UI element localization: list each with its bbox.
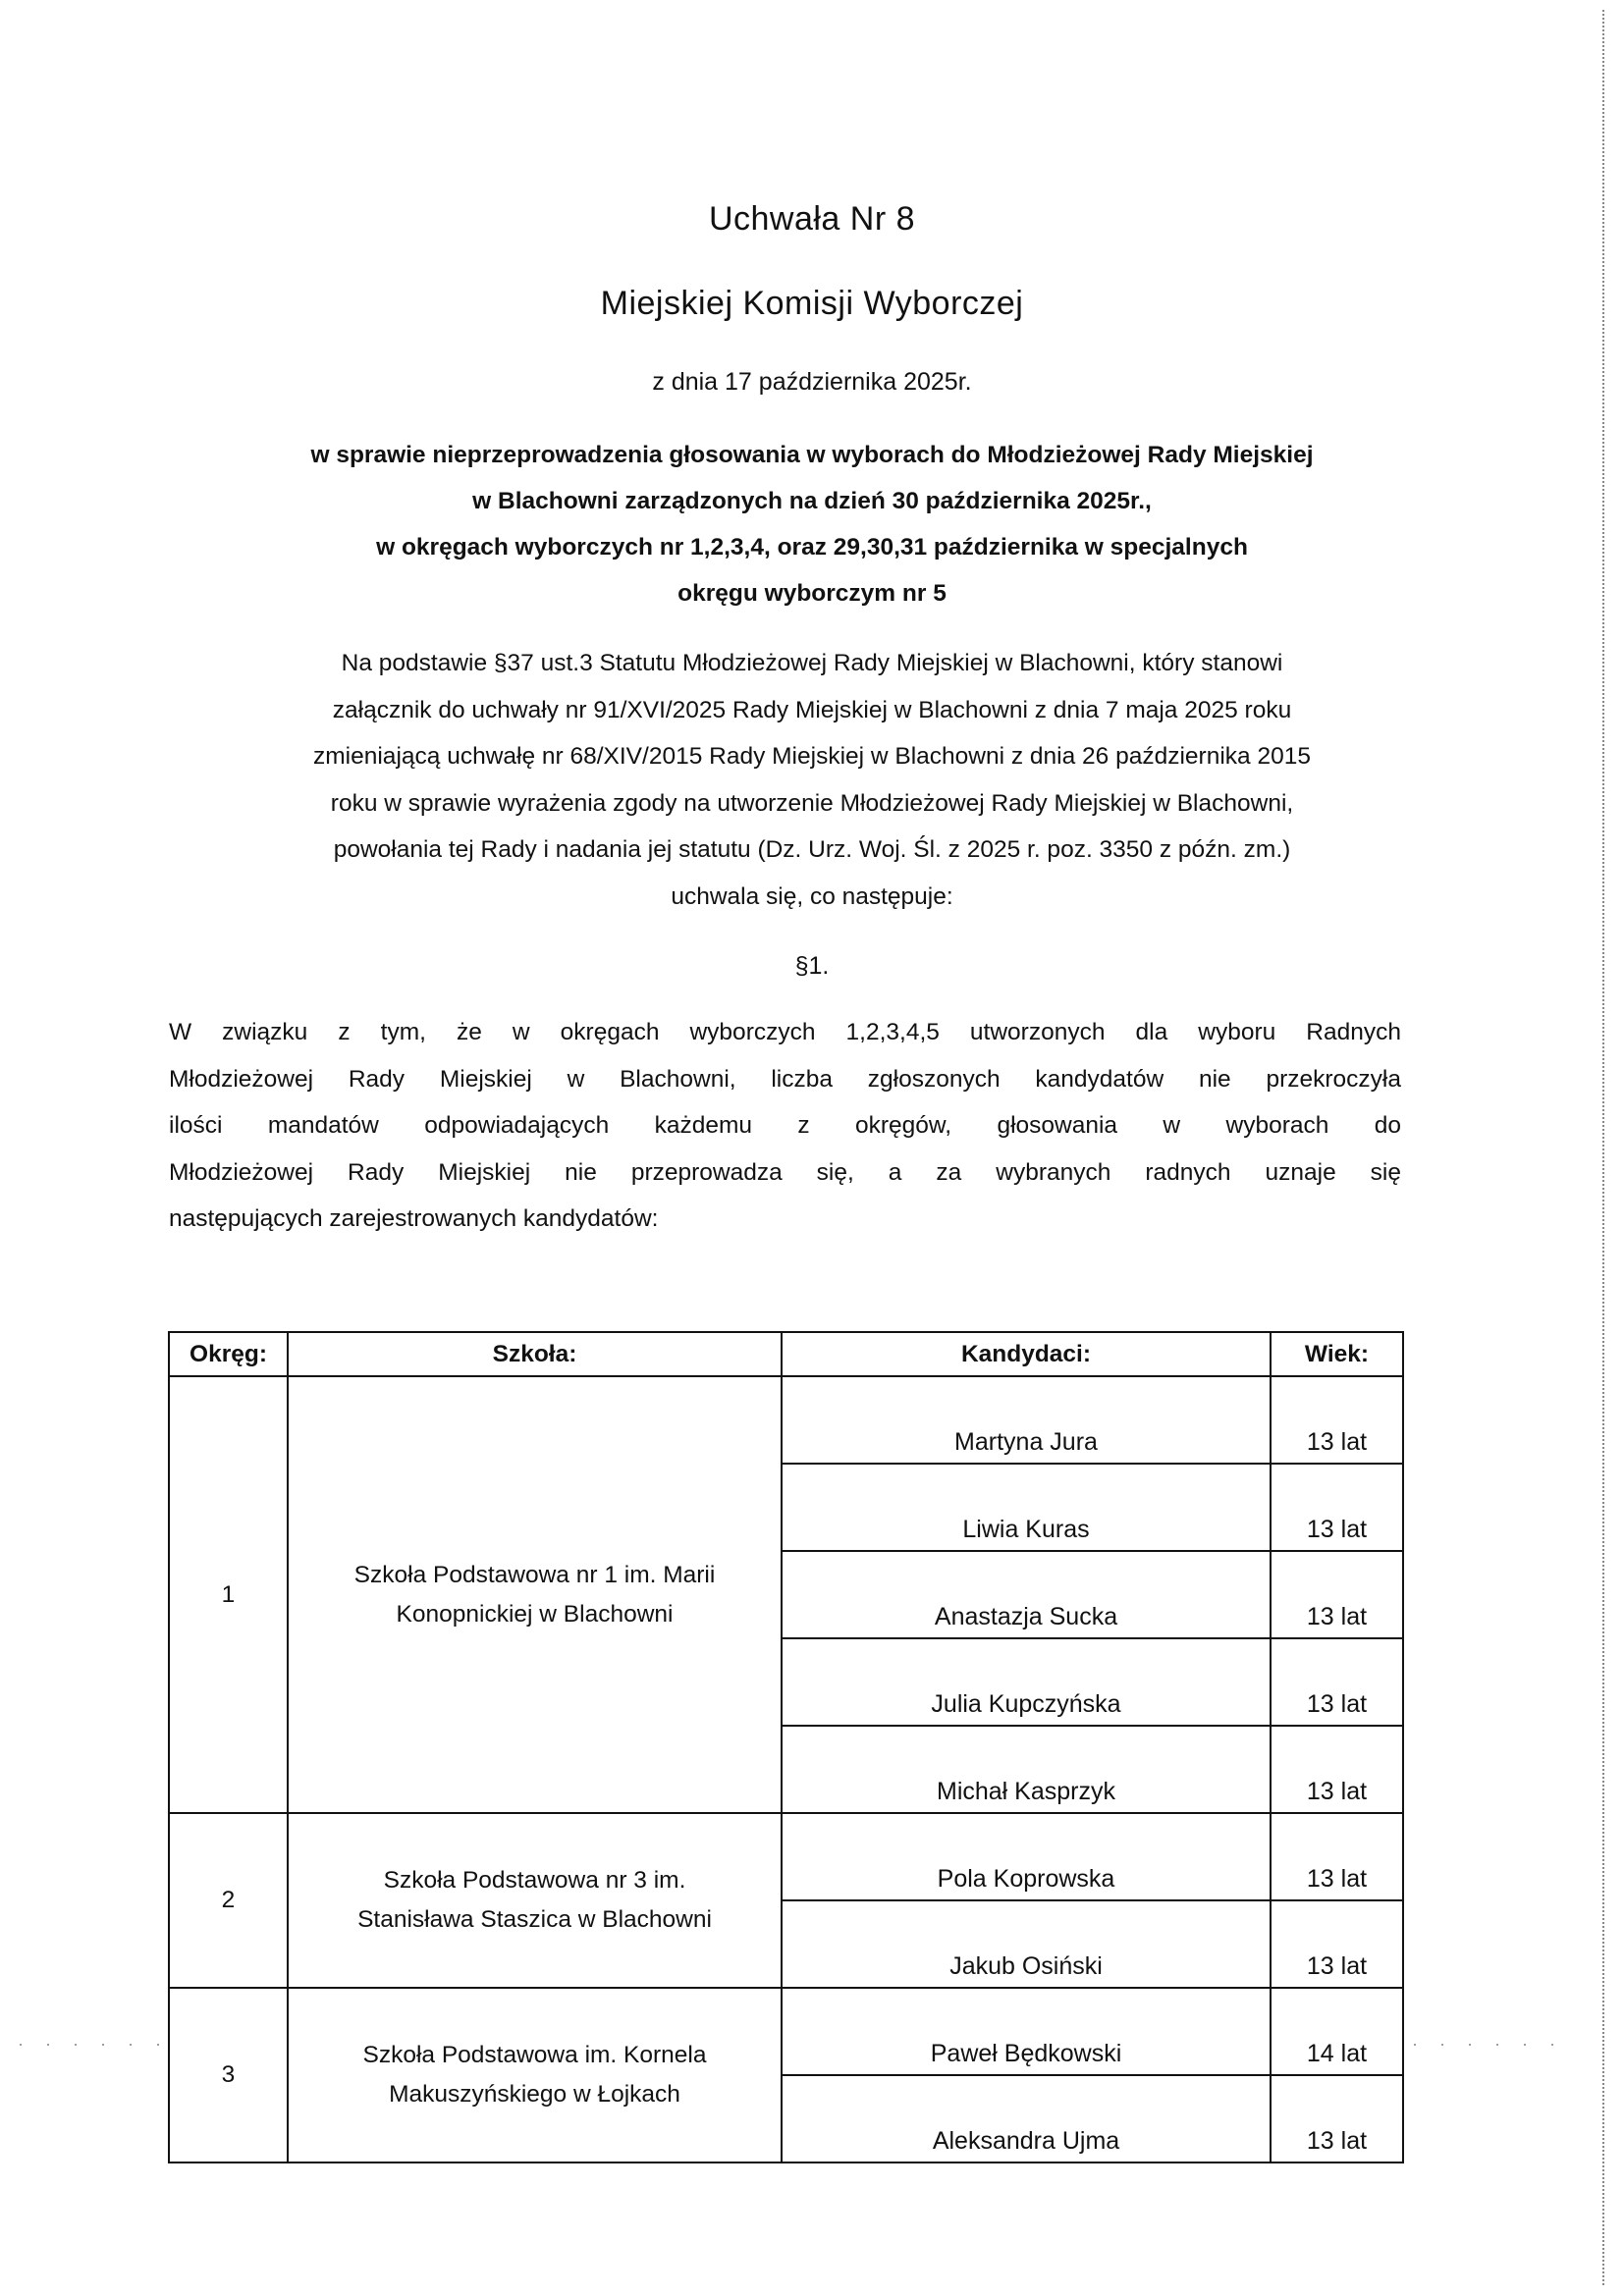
district-number: 2 (221, 1887, 236, 1913)
scan-artifact-dots-left (20, 2044, 162, 2046)
document-title: Uchwała Nr 8 (708, 200, 916, 238)
subject-line: w sprawie nieprzeprowadzenia głosowania w wyborach do Młodzieżowej Rady Miejskiej (310, 442, 1314, 468)
candidate-name: Liwia Kuras (782, 1464, 1271, 1551)
school-cell (288, 1813, 782, 1988)
district-cell (169, 1988, 288, 2163)
district-number: 1 (221, 1580, 236, 1608)
section-1-line: Młodzieżowej Rady Miejskiej nie przeprowadza się, a za wybranych radnych uznaje się (169, 1158, 1401, 1186)
school-name-line: Makuszyńskiego w Łojkach (389, 2081, 680, 2108)
school-name-line: Szkoła Podstawowa nr 3 im. (383, 1867, 686, 1894)
scan-artifact-right-edge (1602, 10, 1604, 2287)
section-1-text (169, 1009, 1401, 1243)
subject-line: w Blachowni zarządzonych na dzień 30 października 2025r., (472, 488, 1152, 514)
candidate-age: 13 lat (1271, 1464, 1403, 1551)
candidate-name: Aleksandra Ujma (782, 2075, 1271, 2163)
school-name-line: Stanisława Staszica w Blachowni (357, 1906, 712, 1933)
legal-basis (0, 640, 1624, 920)
legal-basis-line: Na podstawie §37 ust.3 Statutu Młodzieżowej Rady Miejskiej w Blachowni, który stanowi (341, 650, 1283, 676)
table-row (169, 1988, 1403, 2075)
school-name-line: Szkoła Podstawowa im. Kornela (362, 2042, 707, 2068)
candidate-name: Michał Kasprzyk (782, 1726, 1271, 1813)
document-date: z dnia 17 października 2025r. (652, 368, 972, 396)
candidate-age: 13 lat (1271, 2075, 1403, 2163)
header-candidates: Kandydaci: (782, 1332, 1271, 1376)
candidate-age: 13 lat (1271, 1813, 1403, 1900)
school-cell (288, 1988, 782, 2163)
school-name-line: Szkoła Podstawowa nr 1 im. Marii (353, 1561, 716, 1588)
school-name-line: Konopnickiej w Blachowni (396, 1600, 674, 1628)
section-1-line: następujących zarejestrowanych kandydatów: (169, 1205, 659, 1232)
school-cell (288, 1376, 782, 1813)
candidates-table (168, 1331, 1404, 2163)
document-issuer: Miejskiej Komisji Wyborczej (600, 285, 1024, 322)
legal-basis-line: roku w sprawie wyrażenia zgody na utworzenie Młodzieżowej Rady Miejskiej w Blachowni, (330, 789, 1294, 817)
header-age: Wiek: (1271, 1332, 1403, 1376)
legal-basis-line: załącznik do uchwały nr 91/XVI/2025 Rady Miejskiej w Blachowni z dnia 7 maja 2025 roku (332, 696, 1292, 723)
legal-basis-line: powołania tej Rady i nadania jej statutu (Dz. Urz. Woj. Śl. z 2025 r. poz. 3350 z późn. zm.) (333, 836, 1291, 863)
header-district: Okręg: (169, 1332, 288, 1376)
candidate-name: Anastazja Sucka (782, 1551, 1271, 1638)
table-row (169, 1813, 1403, 1900)
district-cell (169, 1376, 288, 1813)
candidate-name: Jakub Osiński (782, 1900, 1271, 1988)
candidate-name: Pola Koprowska (782, 1813, 1271, 1900)
section-1-line: W związku z tym, że w okręgach wyborczych 1,2,3,4,5 utworzonych dla wyboru Radnych (169, 1019, 1401, 1045)
candidate-age: 13 lat (1271, 1900, 1403, 1988)
candidate-age: 13 lat (1271, 1376, 1403, 1464)
candidate-name: Martyna Jura (782, 1376, 1271, 1464)
scan-artifact-dots-right (1414, 2044, 1561, 2046)
candidate-age: 13 lat (1271, 1638, 1403, 1726)
candidate-name: Julia Kupczyńska (782, 1638, 1271, 1726)
legal-basis-line: zmieniającą uchwałę nr 68/XIV/2015 Rady Miejskiej w Blachowni z dnia 26 października 2015 (313, 743, 1311, 770)
section-1-line: ilości mandatów odpowiadających każdemu z okręgów, głosowania w wyborach do (169, 1112, 1401, 1139)
resolution-subject (0, 432, 1624, 616)
legal-basis-line: uchwala się, co następuje: (671, 882, 953, 910)
subject-line: w okręgach wyborczych nr 1,2,3,4, oraz 29,30,31 października w specjalnych (376, 534, 1248, 561)
district-cell (169, 1813, 288, 1988)
candidate-age: 13 lat (1271, 1551, 1403, 1638)
district-number: 3 (221, 2061, 236, 2088)
section-sign: §1. (794, 952, 830, 980)
header-school: Szkoła: (288, 1332, 782, 1376)
candidate-age: 13 lat (1271, 1726, 1403, 1813)
section-1-line: Młodzieżowej Rady Miejskiej w Blachowni, liczba zgłoszonych kandydatów nie przekroczyła (169, 1065, 1401, 1093)
table-header-row (169, 1332, 1403, 1376)
candidate-age: 14 lat (1271, 1988, 1403, 2075)
table-row (169, 1376, 1403, 1464)
subject-line: okręgu wyborczym nr 5 (677, 580, 947, 607)
candidate-name: Paweł Będkowski (782, 1988, 1271, 2075)
